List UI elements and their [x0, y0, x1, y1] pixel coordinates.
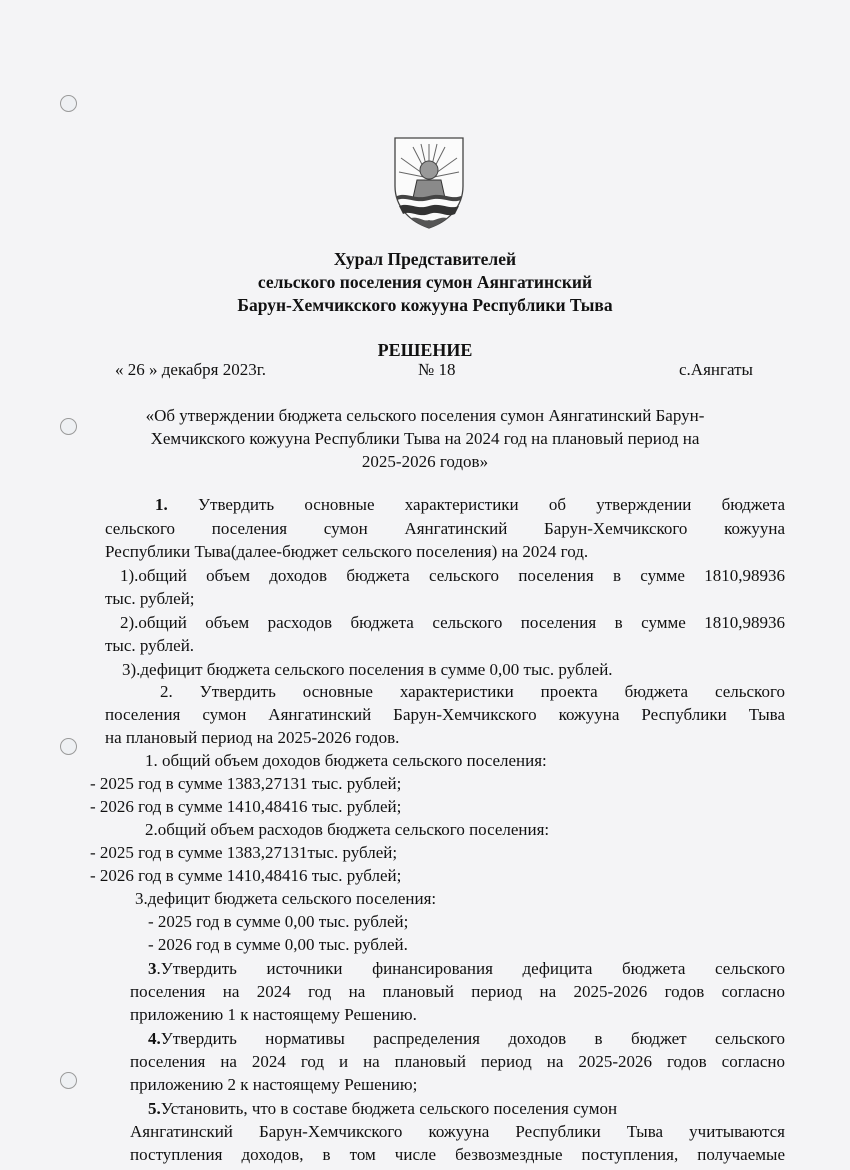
- punch-hole: [60, 1072, 77, 1089]
- item-line: 3).дефицит бюджета сельского поселения в сумме 0,00 тыс. рублей.: [122, 660, 613, 679]
- subject-line: 2025-2026 годов»: [361, 452, 489, 471]
- item-line: - 2025 год в сумме 1383,27131тыс. рублей;: [90, 843, 398, 862]
- punch-hole: [60, 418, 77, 435]
- document-title: РЕШЕНИЕ: [377, 340, 473, 360]
- punch-hole: [60, 95, 77, 112]
- decision-place: с.Аянгаты: [679, 360, 753, 379]
- organization-name-line3: Барун-Хемчикского кожууна Республики Тыва: [237, 295, 613, 315]
- paragraph-2-line: 2. Утвердить основные характеристики проекта бюджета сельского: [160, 682, 785, 701]
- item-line: - 2025 год в сумме 0,00 тыс. рублей;: [148, 912, 409, 931]
- item-line: 3.дефицит бюджета сельского поселения:: [135, 889, 437, 908]
- item-line: 1. общий объем доходов бюджета сельского поселения:: [145, 751, 547, 770]
- paragraph-5-line: [148, 1098, 617, 1120]
- item-line: 2).общий объем расходов бюджета сельского поселения в сумме 1810,98936: [120, 613, 785, 632]
- paragraph-number: 5.: [148, 1099, 161, 1118]
- paragraph-1-line: [155, 494, 785, 516]
- item-line: 1).общий объем доходов бюджета сельского поселения в сумме 1810,98936: [120, 566, 785, 585]
- paragraph-3-line: приложению 1 к настоящему Решению.: [130, 1005, 417, 1024]
- item-line: тыс. рублей;: [105, 589, 195, 608]
- paragraph-2-line: поселения сумон Аянгатинский Барун-Хемчикского кожууна Республики Тыва: [105, 705, 785, 724]
- paragraph-text: Утвердить нормативы распределения доходов в бюджет сельского: [160, 1029, 785, 1048]
- coat-of-arms-emblem: [389, 134, 469, 230]
- paragraph-5-line: поступления доходов, в том числе безвозмездные поступления, получаемые: [130, 1145, 785, 1164]
- organization-name-line1: Хурал Представителей: [333, 249, 517, 269]
- paragraph-text: Установить, что в составе бюджета сельского поселения сумон: [160, 1099, 618, 1118]
- paragraph-number: 1.: [155, 495, 168, 514]
- paragraph-4-line: приложению 2 к настоящему Решению;: [130, 1075, 418, 1094]
- paragraph-4-line: поселения на 2024 год и на плановый период на 2025-2026 годов согласно: [130, 1052, 785, 1071]
- item-line: - 2026 год в сумме 1410,48416 тыс. рублей;: [90, 797, 402, 816]
- punch-hole: [60, 738, 77, 755]
- decision-date: « 26 » декабря 2023г.: [115, 360, 267, 379]
- paragraph-2-line: на плановый период на 2025-2026 годов.: [105, 728, 400, 747]
- paragraph-text: .Утвердить источники финансирования дефицита бюджета сельского: [156, 959, 785, 978]
- paragraph-number: 4.: [148, 1029, 161, 1048]
- paragraph-4-line: [148, 1028, 785, 1050]
- item-line: - 2025 год в сумме 1383,27131 тыс. рублей;: [90, 774, 402, 793]
- decision-subject: [110, 404, 740, 473]
- paragraph-3-line: [148, 958, 785, 980]
- subject-line: «Об утверждении бюджета сельского поселения сумон Аянгатинский Барун-: [145, 406, 705, 425]
- item-line: тыс. рублей.: [105, 636, 195, 655]
- item-line: 2.общий объем расходов бюджета сельского поселения:: [145, 820, 550, 839]
- paragraph-text: Утвердить основные характеристики об утверждении бюджета: [197, 495, 786, 514]
- subject-line: Хемчикского кожууна Республики Тыва на 2024 год на плановый период на: [150, 429, 700, 448]
- item-line: - 2026 год в сумме 1410,48416 тыс. рублей;: [90, 866, 402, 885]
- paragraph-number: 3: [148, 959, 157, 978]
- decision-number: № 18: [418, 360, 456, 379]
- organization-name-line2: сельского поселения сумон Аянгатинский: [257, 272, 593, 292]
- paragraph-5-line: Аянгатинский Барун-Хемчикского кожууна Республики Тыва учитываются: [130, 1122, 785, 1141]
- paragraph-1-line: сельского поселения сумон Аянгатинский Барун-Хемчикского кожууна: [105, 519, 785, 538]
- paragraph-1-line: Республики Тыва(далее-бюджет сельского поселения) на 2024 год.: [105, 542, 589, 561]
- paragraph-3-line: поселения на 2024 год на плановый период на 2025-2026 годов согласно: [130, 982, 785, 1001]
- item-line: - 2026 год в сумме 0,00 тыс. рублей.: [148, 935, 408, 954]
